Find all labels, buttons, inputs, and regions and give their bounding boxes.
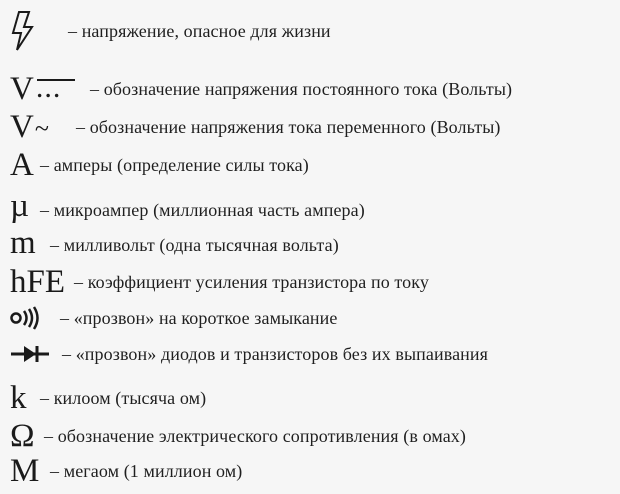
high-voltage-lightning-icon: [10, 11, 68, 51]
ac-tilde-icon: ~: [34, 114, 49, 143]
ac-voltage-symbol: [10, 108, 76, 145]
legend-description: – «прозвон» диодов и транзисторов без их выпаивания: [62, 343, 488, 364]
legend-symbol: k: [10, 379, 27, 416]
legend-symbol: Ω: [10, 417, 35, 454]
dc-indicator-icon: [34, 71, 78, 104]
legend-description: – «прозвон» на короткое замыкание: [60, 307, 338, 328]
legend-row-ampere: [10, 147, 614, 183]
legend-description: – микроампер (миллионная часть ампера): [40, 199, 365, 220]
legend-symbol: M: [10, 452, 40, 489]
legend-row-milli: [10, 224, 614, 263]
legend-row-high-voltage: [10, 11, 614, 51]
legend-description: – напряжение, опасное для жизни: [68, 20, 331, 41]
legend-description: – килоом (тысяча ом): [40, 387, 207, 408]
legend-symbol: hFE: [10, 263, 66, 300]
legend-symbol: µ: [10, 187, 30, 224]
dc-dots: ...: [35, 71, 62, 104]
legend-row-hfe: [10, 263, 614, 301]
legend-description: – обозначение электрического сопротивления (в омах): [44, 425, 466, 446]
legend-symbol: m: [10, 224, 36, 261]
legend-row-ac-voltage: [10, 109, 614, 145]
diode-icon: [10, 343, 62, 365]
legend-row-micro: [10, 187, 614, 228]
legend-description: – обозначение напряжения постоянного тока (Вольты): [90, 78, 513, 99]
legend-row-continuity: [10, 300, 614, 336]
legend-symbol: V: [10, 108, 34, 145]
legend-description: – милливольт (одна тысячная вольта): [50, 234, 339, 255]
legend-row-dc-voltage: [10, 69, 614, 109]
legend-symbol: A: [10, 146, 34, 183]
legend-row-kilo: [10, 379, 614, 417]
legend-description: – обозначение напряжения тока переменного (Вольты): [76, 116, 501, 137]
continuity-sound-icon: [10, 306, 60, 330]
legend-row-ohm: [10, 417, 614, 455]
legend-description: – мегаом (1 миллион ом): [50, 460, 243, 481]
dc-voltage-symbol: [10, 70, 90, 107]
legend-symbol: V: [10, 70, 34, 107]
legend-row-diode: [10, 336, 614, 372]
legend-description: – амперы (определение силы тока): [40, 154, 309, 175]
legend-description: – коэффициент усиления транзистора по току: [74, 271, 429, 292]
legend-row-mega: [10, 453, 614, 489]
